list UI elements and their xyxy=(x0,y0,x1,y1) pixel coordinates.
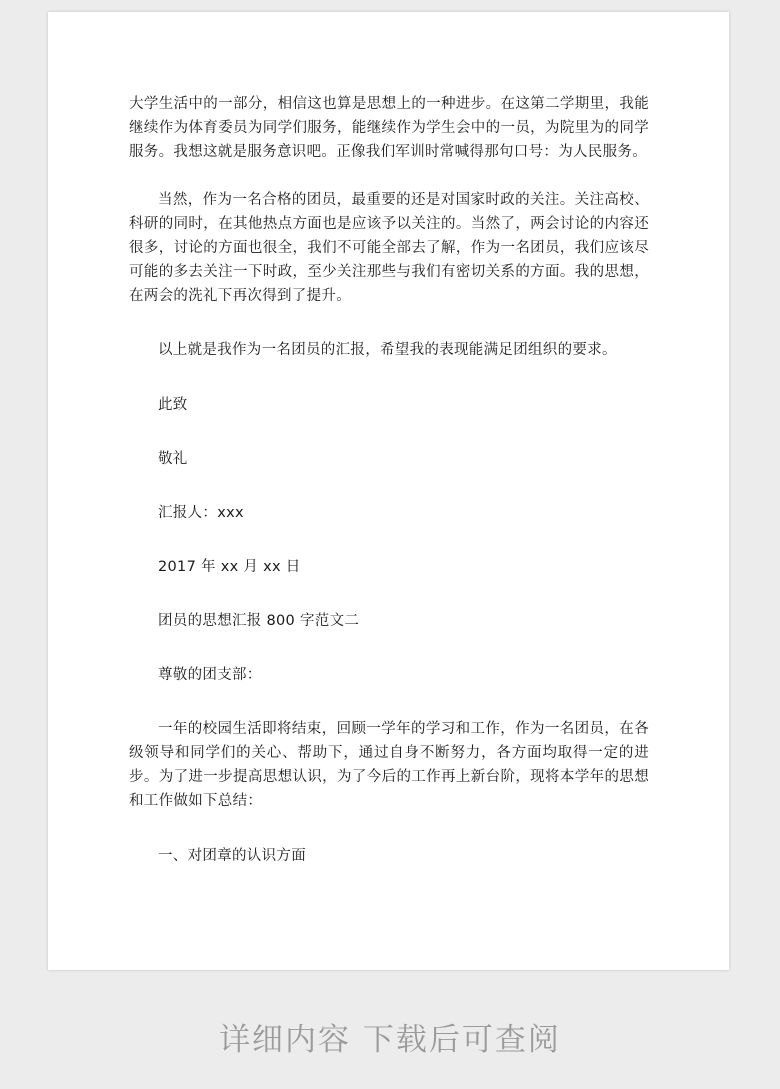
document-body xyxy=(129,92,649,868)
subsection-heading: 一、对团章的认识方面 xyxy=(158,848,306,864)
download-hint: 详细内容 下载后可查阅 xyxy=(219,1022,561,1058)
greeting-line: 尊敬的团支部： xyxy=(158,667,262,683)
reporter-line: 汇报人：xxx xyxy=(158,505,244,521)
paragraph-service: 大学生活中的一部分，相信这也算是思想上的一种进步。在这第二学期里，我能继续作为体育委员为同学们服务，能继续作为学生会中的一员，为院里为的同学服务。我想这就是服务意识吧。正像我们军训时常喊得那句口号：为人民服务。 xyxy=(129,96,649,160)
paragraph-politics: 当然，作为一名合格的团员，最重要的还是对国家时政的关注。关注高校、科研的同时，在其他热点方面也是应该予以关注的。当然了，两会讨论的内容还很多，讨论的方面也很全，我们不可能全部去了解，作为一名团员，我们应该尽可能的多去关注一下时政，至少关注那些与我们有密切关系的方面。我的思想，在两会的洗礼下再次得到了提升。 xyxy=(129,192,649,304)
document-page xyxy=(48,12,729,970)
paragraph-conclusion: 以上就是我作为一名团员的汇报，希望我的表现能满足团组织的要求。 xyxy=(158,342,617,358)
date-line: 2017 年 xx 月 xx 日 xyxy=(158,559,301,575)
closing-salutation: 此致 xyxy=(158,397,188,413)
section-title: 团员的思想汇报 800 字范文二 xyxy=(158,613,360,629)
paragraph-summary: 一年的校园生活即将结束，回顾一学年的学习和工作，作为一名团员，在各级领导和同学们的关心、帮助下，通过自身不断努力，各方面均取得一定的进步。为了进一步提高思想认识，为了今后的工作再上新台阶，现将本学年的思想和工作做如下总结： xyxy=(129,721,649,809)
closing-regards: 敬礼 xyxy=(158,451,188,467)
